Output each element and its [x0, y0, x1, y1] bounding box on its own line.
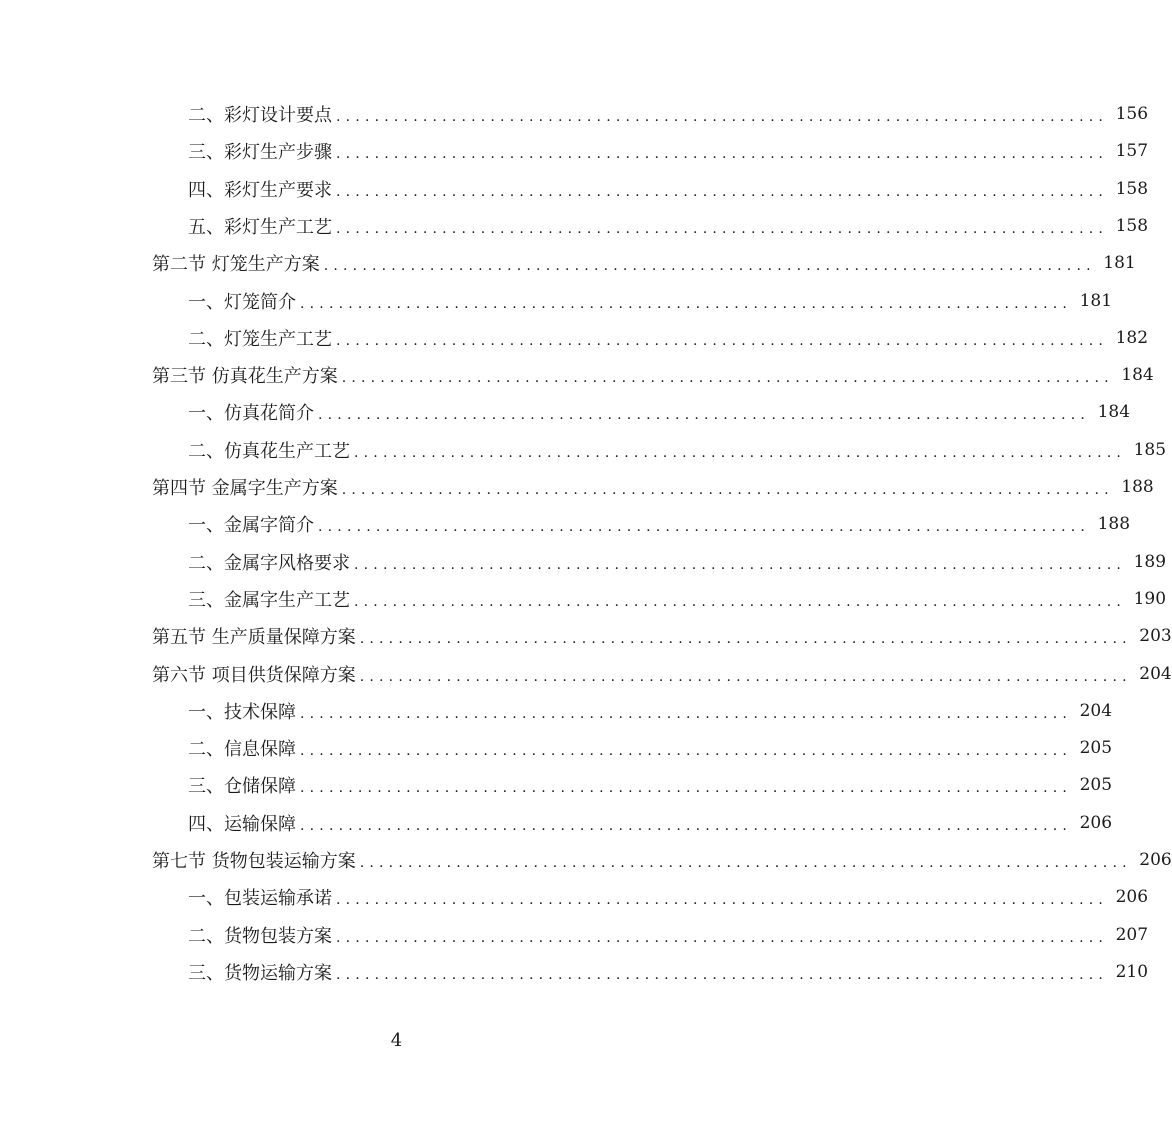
- toc-entry[interactable]: [188, 212, 1149, 240]
- toc-entry-title: 一、金属字简介: [188, 515, 314, 536]
- toc-entry-page: 188: [1097, 514, 1131, 534]
- toc-entry-page: 181: [1079, 291, 1113, 311]
- toc-entry-page: 158: [1115, 216, 1149, 236]
- toc-dot-leader: ................................................................................: [300, 743, 1073, 759]
- toc-dot-leader: ................................................................................: [336, 146, 1109, 162]
- toc-entry-title: 一、技术保障: [188, 702, 296, 723]
- toc-entry-title: 四、运输保障: [188, 814, 296, 835]
- toc-entry[interactable]: [188, 921, 1149, 949]
- toc-entry-title: 第五节 生产质量保障方案: [152, 627, 356, 648]
- toc-entry-page: 204: [1079, 701, 1113, 721]
- toc-dot-leader: ................................................................................: [336, 333, 1109, 349]
- toc-dot-leader: ................................................................................: [336, 109, 1109, 125]
- toc-entry[interactable]: [188, 697, 1113, 725]
- toc-entry-page: 181: [1103, 253, 1136, 273]
- toc-entry-page: 206: [1115, 887, 1149, 907]
- toc-entry[interactable]: [188, 958, 1149, 986]
- toc-entry-page: 206: [1139, 850, 1172, 870]
- toc-entry-page: 190: [1133, 589, 1167, 609]
- toc-entry-title: 三、彩灯生产步骤: [188, 142, 332, 163]
- toc-entry-title: 一、包装运输承诺: [188, 888, 332, 909]
- toc-dot-leader: ................................................................................: [354, 557, 1127, 573]
- toc-entry-title: 一、灯笼简介: [188, 292, 296, 313]
- toc-dot-leader: ................................................................................: [341, 370, 1114, 386]
- toc-entry-page: 185: [1133, 440, 1167, 460]
- toc-entry[interactable]: [188, 287, 1113, 315]
- toc-dot-leader: ................................................................................: [336, 184, 1109, 200]
- toc-entry-title: 二、彩灯设计要点: [188, 105, 332, 126]
- toc-entry-page: 203: [1139, 626, 1172, 646]
- toc-entry[interactable]: [152, 622, 1172, 650]
- toc-entry-title: 二、仿真花生产工艺: [188, 441, 350, 462]
- toc-entry-page: 156: [1115, 104, 1149, 124]
- toc-dot-leader: ................................................................................: [359, 855, 1132, 871]
- toc-dot-leader: ................................................................................: [359, 631, 1132, 647]
- toc-dot-leader: ................................................................................: [318, 407, 1091, 423]
- toc-entry-title: 二、货物包装方案: [188, 926, 332, 947]
- toc-dot-leader: ................................................................................: [336, 930, 1109, 946]
- toc-entry-title: 五、彩灯生产工艺: [188, 217, 332, 238]
- toc-dot-leader: ................................................................................: [300, 296, 1073, 312]
- toc-dot-leader: ................................................................................: [318, 519, 1091, 535]
- toc-entry-title: 第二节 灯笼生产方案: [152, 254, 320, 275]
- toc-entry-page: 207: [1115, 925, 1149, 945]
- toc-entry[interactable]: [188, 809, 1113, 837]
- toc-dot-leader: ................................................................................: [341, 482, 1114, 498]
- toc-dot-leader: ................................................................................: [354, 445, 1127, 461]
- toc-entry-page: 189: [1133, 552, 1167, 572]
- toc-entry[interactable]: [152, 660, 1172, 688]
- toc-entry[interactable]: [188, 175, 1149, 203]
- toc-dot-leader: ................................................................................: [300, 706, 1073, 722]
- toc-entry[interactable]: [188, 883, 1149, 911]
- toc-entry[interactable]: [188, 137, 1149, 165]
- toc-dot-leader: ................................................................................: [359, 669, 1132, 685]
- toc-entry[interactable]: [152, 473, 1154, 501]
- toc-entry-title: 一、仿真花简介: [188, 403, 314, 424]
- toc-entry[interactable]: [188, 510, 1131, 538]
- toc-entry-title: 二、金属字风格要求: [188, 553, 350, 574]
- toc-entry[interactable]: [188, 734, 1113, 762]
- toc-entry-page: 205: [1079, 775, 1113, 795]
- toc-entry[interactable]: [188, 436, 1167, 464]
- toc-entry-page: 158: [1115, 179, 1149, 199]
- toc-entry-title: 二、灯笼生产工艺: [188, 329, 332, 350]
- toc-entry-page: 157: [1115, 141, 1149, 161]
- toc-entry[interactable]: [152, 249, 1136, 277]
- toc-entry[interactable]: [188, 100, 1149, 128]
- toc-entry[interactable]: [188, 324, 1149, 352]
- toc-entry-page: 184: [1097, 402, 1131, 422]
- toc-dot-leader: ................................................................................: [323, 258, 1096, 274]
- toc-entry[interactable]: [152, 361, 1154, 389]
- toc-entry-title: 四、彩灯生产要求: [188, 180, 332, 201]
- toc-dot-leader: ................................................................................: [300, 780, 1073, 796]
- toc-entry-page: 182: [1115, 328, 1149, 348]
- page-number: 4: [390, 1030, 403, 1051]
- toc-entry-page: 205: [1079, 738, 1113, 758]
- toc-dot-leader: ................................................................................: [354, 594, 1127, 610]
- toc-entry-page: 188: [1121, 477, 1154, 497]
- toc-entry-page: 206: [1079, 813, 1113, 833]
- toc-dot-leader: ................................................................................: [336, 892, 1109, 908]
- toc-entry-title: 三、金属字生产工艺: [188, 590, 350, 611]
- toc-dot-leader: ................................................................................: [336, 967, 1109, 983]
- toc-entry[interactable]: [152, 846, 1172, 874]
- toc-entry-title: 第三节 仿真花生产方案: [152, 366, 338, 387]
- toc-entry-title: 第七节 货物包装运输方案: [152, 851, 356, 872]
- toc-entry-title: 三、货物运输方案: [188, 963, 332, 984]
- toc-entry-title: 第四节 金属字生产方案: [152, 478, 338, 499]
- toc-entry-page: 210: [1115, 962, 1149, 982]
- toc-entry-page: 204: [1139, 664, 1172, 684]
- toc-entry[interactable]: [188, 548, 1167, 576]
- toc-entry-title: 三、仓储保障: [188, 776, 296, 797]
- toc-dot-leader: ................................................................................: [336, 221, 1109, 237]
- toc-entry-title: 二、信息保障: [188, 739, 296, 760]
- toc-entry-title: 第六节 项目供货保障方案: [152, 665, 356, 686]
- toc-entry[interactable]: [188, 585, 1167, 613]
- toc-entry-page: 184: [1121, 365, 1154, 385]
- toc-dot-leader: ................................................................................: [300, 818, 1073, 834]
- toc-entry[interactable]: [188, 771, 1113, 799]
- toc-entry[interactable]: [188, 398, 1131, 426]
